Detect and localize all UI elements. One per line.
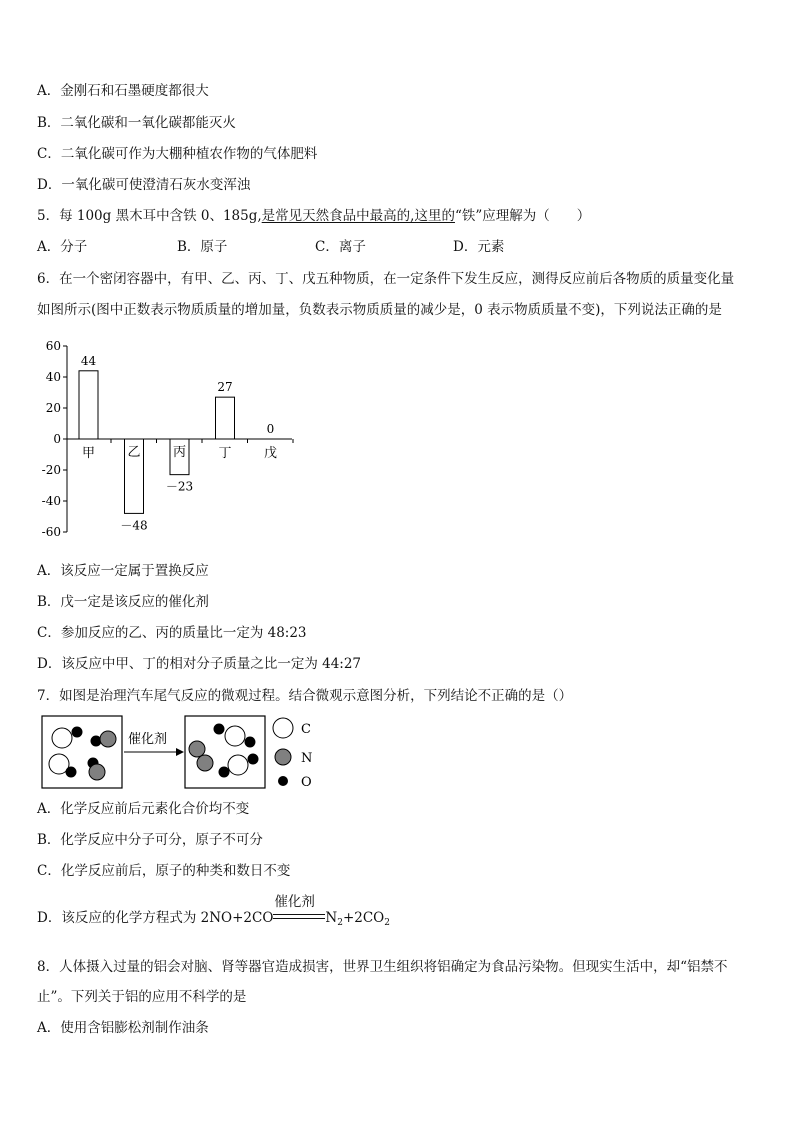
data-label: －23 <box>165 479 194 494</box>
q5-stem-suffix: “铁”应理解为（ ） <box>454 208 591 224</box>
q5-stem-underlined: 是常见天然食品中最高的,这里的 <box>261 208 455 224</box>
category-label: 丁 <box>218 446 232 461</box>
oxygen-atom <box>214 724 224 734</box>
nitrogen-atom <box>100 731 116 747</box>
carbon-atom <box>225 726 245 746</box>
oxygen-legend-icon <box>278 776 288 786</box>
q7-option-b: B．化学反应中分子可分，原子不可分 <box>37 832 263 848</box>
co2-term: +2CO <box>342 910 385 926</box>
n2-subscript: 2 <box>337 918 343 928</box>
q4-option-c: C．二氧化碳可作为大棚种植农作物的气体肥料 <box>37 146 318 162</box>
y-tick-label: -20 <box>41 463 61 477</box>
catalyst-equals-sign <box>273 894 325 927</box>
y-tick-label: -60 <box>41 525 61 539</box>
q5-stem-prefix: 5．每 100g 黑木耳中含铁 0、185g, <box>37 208 262 224</box>
oxygen-atom <box>66 767 76 777</box>
q8-stem-line2: 止”。下列关于铝的应用不科学的是 <box>37 989 247 1005</box>
co2-subscript: 2 <box>384 918 390 928</box>
bar <box>216 397 235 439</box>
q5-option-a: A．分子 <box>37 239 88 255</box>
data-label: 44 <box>80 353 97 368</box>
data-label: 27 <box>217 380 233 395</box>
y-tick-label: 60 <box>45 339 61 353</box>
oxygen-atom <box>248 754 258 764</box>
carbon-legend-label: C <box>301 722 311 737</box>
q6-option-a: A．该反应一定属于置换反应 <box>37 563 209 579</box>
oxygen-atom <box>72 727 82 737</box>
q6-bar-chart <box>30 338 310 543</box>
q7-stem: 7．如图是治理汽车尾气反应的微观过程。结合微观示意图分析，下列结论不正确的是（） <box>37 688 573 704</box>
nitrogen-atom <box>197 755 213 771</box>
q7-option-a: A．化学反应前后元素化合价均不变 <box>37 801 250 817</box>
data-label: －48 <box>120 518 148 533</box>
q7-option-c: C．化学反应前后，原子的种类和数日不变 <box>37 863 291 879</box>
q5-option-c: C．离子 <box>315 239 366 255</box>
q5-option-b: B．原子 <box>177 239 228 255</box>
q6-stem-line2: 如图所示(图中正数表示物质质量的增加量，负数表示物质质量的减少是，0 表示物质质量不变)，下列说法正确的是 <box>37 302 722 318</box>
nitrogen-atom <box>189 741 205 757</box>
reaction-arrow-head <box>176 748 184 756</box>
category-label: 乙 <box>127 445 141 460</box>
q5-stem <box>37 207 590 225</box>
data-label: 0 <box>266 422 275 436</box>
carbon-atom <box>52 728 72 748</box>
nitrogen-legend-label: N <box>301 751 313 766</box>
q5-option-d: D．元素 <box>453 239 505 255</box>
n2-symbol: N <box>325 910 338 926</box>
carbon-legend-icon <box>273 718 293 738</box>
nitrogen-atom <box>89 764 105 780</box>
catalyst-label: 催化剂 <box>274 894 315 910</box>
y-tick-label: -40 <box>41 494 61 508</box>
q7-option-d <box>37 894 390 932</box>
q5-options <box>37 238 737 256</box>
oxygen-atom <box>91 736 101 746</box>
q8-stem-line1: 8．人体摄入过量的铝会对脑、肾等器官造成损害，世界卫生组织将铝确定为食品污染物。但现实生活中，却“铝禁不 <box>37 959 728 975</box>
reactant-box <box>42 716 122 788</box>
oxygen-legend-label: O <box>301 775 312 790</box>
q7-option-d-prefix: D．该反应的化学方程式为 2NO+2CO <box>37 910 274 926</box>
oxygen-atom <box>245 737 255 747</box>
bar <box>79 371 98 439</box>
oxygen-atom <box>219 767 229 777</box>
nitrogen-legend-icon <box>275 749 291 765</box>
y-tick-label: 0 <box>53 432 61 446</box>
arrow-label: 催化剂 <box>128 732 168 747</box>
y-tick-label: 20 <box>45 401 61 415</box>
q6-option-c: C．参加反应的乙、丙的质量比一定为 48:23 <box>37 625 307 641</box>
q8-option-a: A．使用含铝膨松剂制作油条 <box>37 1020 209 1036</box>
y-tick-label: 40 <box>45 370 61 384</box>
q6-option-b: B．戊一定是该反应的催化剂 <box>37 594 209 610</box>
q6-option-d: D．该反应中甲、丁的相对分子质量之比一定为 44:27 <box>37 656 362 672</box>
category-label: 甲 <box>81 446 96 461</box>
q4-option-a: A．金刚石和石墨硬度都很大 <box>37 83 209 99</box>
q7-micro-diagram <box>38 712 328 792</box>
q6-stem-line1: 6．在一个密闭容器中，有甲、乙、丙、丁、戊五种物质，在一定条件下发生反应，测得反应前后各物质的质量变化量 <box>37 271 735 287</box>
atom-legend <box>273 718 312 790</box>
q4-option-d: D．一氧化碳可使澄清石灰水变浑浊 <box>37 177 251 193</box>
carbon-atom <box>228 755 248 775</box>
category-label: 戊 <box>263 446 278 461</box>
q4-option-b: B．二氧化碳和一氧化碳都能灭火 <box>37 115 236 131</box>
category-label: 丙 <box>172 445 187 460</box>
